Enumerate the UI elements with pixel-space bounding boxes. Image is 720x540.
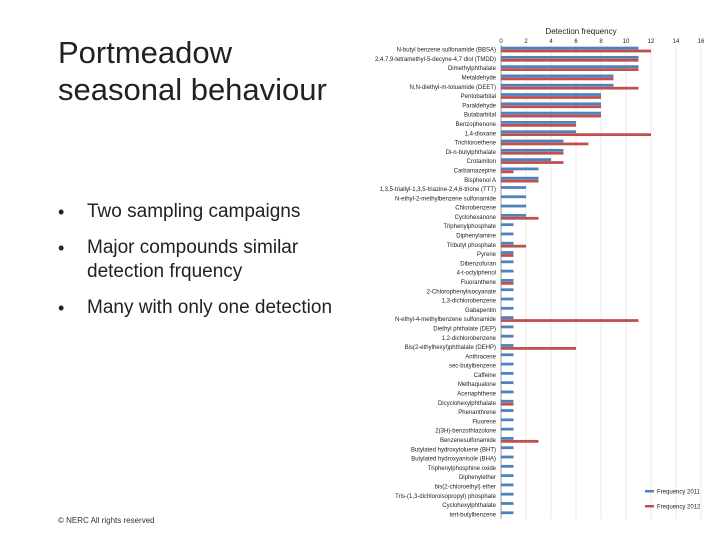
category-label: 1,2-dichlorobenzene	[441, 335, 496, 342]
category-label: Triphenylphosphine oxide	[427, 465, 496, 472]
bar-2011	[501, 391, 514, 394]
category-label: Diphenylether	[458, 475, 496, 482]
category-label: Bisphenol A	[464, 177, 496, 184]
bar-2011	[501, 65, 639, 68]
category-label: Butabarbital	[463, 112, 496, 119]
bar-2011	[501, 158, 551, 161]
category-label: Butylated hydroxyanisole (BHA)	[411, 456, 496, 463]
category-label: Methaqualone	[457, 382, 496, 389]
category-label: Dicyclohexylphthalate	[437, 400, 496, 407]
category-label: Di-n-butylphthalate	[445, 149, 496, 156]
bar-2011	[501, 130, 576, 133]
bar-2012	[501, 50, 651, 53]
bar-2011	[501, 363, 514, 366]
bar-2012	[501, 347, 576, 350]
x-tick-label: 14	[672, 39, 680, 45]
x-tick-label: 16	[697, 39, 705, 45]
x-tick-label: 0	[499, 39, 503, 45]
bar-2011	[501, 456, 514, 459]
category-label: 4-t-octylphenol	[456, 270, 496, 277]
bar-2012	[501, 217, 539, 220]
bar-2011	[501, 325, 514, 328]
x-axis-ticks	[499, 39, 705, 45]
category-label: N-ethyl-2-methylbenzene sulfonamide	[394, 196, 496, 203]
x-tick-label: 2	[524, 39, 528, 45]
bar-2011	[501, 307, 514, 310]
category-label: Diethyl phthalate (DEP)	[433, 326, 496, 333]
bar-2011	[501, 288, 514, 291]
bullet-dot-icon: •	[58, 298, 65, 318]
category-label: Metaldehyde	[461, 75, 496, 82]
bar-2011	[501, 381, 514, 384]
category-label: Dimethylphthalate	[447, 66, 496, 73]
bar-2011	[501, 84, 614, 87]
bar-2012	[501, 96, 601, 99]
bar-2011	[501, 167, 539, 170]
category-label: Benzenesulfonamide	[439, 438, 496, 444]
category-labels	[375, 48, 497, 519]
bar-2011	[501, 418, 514, 421]
bullet-item	[58, 236, 348, 284]
category-label: 2(3H)-benzothiazolone	[435, 428, 496, 435]
bullet-text: Two sampling campaigns	[87, 201, 301, 222]
bar-2012	[501, 440, 539, 443]
detection-frequency-chart	[340, 18, 712, 524]
category-label: Dibenzofuran	[460, 261, 496, 268]
category-label: N-ethyl-4-methylbenzene sulfonamide	[394, 317, 496, 324]
bar-2011	[501, 270, 514, 273]
bar-2012	[501, 59, 639, 62]
category-label: N-butyl benzene sulfonamide (BBSA)	[396, 47, 496, 54]
category-label: Caffeine	[473, 372, 496, 379]
category-label: Tris-(1,3-dichloroisopropyl) phosphate	[395, 493, 496, 500]
bar-2011	[501, 121, 576, 124]
bar-2011	[501, 112, 601, 115]
bar-2012	[501, 133, 651, 136]
bar-2011	[501, 335, 514, 338]
bar-2012	[501, 319, 639, 322]
legend-swatch	[645, 490, 654, 493]
bullet-text: Many with only one detection	[87, 297, 333, 318]
chart-legend	[645, 490, 701, 511]
category-label: Phenanthrene	[458, 410, 496, 417]
x-tick-label: 12	[647, 39, 655, 45]
copyright-notice: © NERC All rights reserved	[58, 516, 155, 525]
bar-2012	[501, 77, 614, 80]
category-label: Cyclohexanone	[454, 214, 496, 221]
category-label: bis(2-chloroethyl) ether	[434, 484, 496, 491]
bar-2011	[501, 233, 514, 236]
bullet-item	[58, 296, 348, 320]
bar-2011	[501, 102, 601, 105]
bar-2011	[501, 316, 514, 319]
category-label: Cyclohexylphthalate	[442, 503, 496, 510]
category-label: 1,3,5-triallyl-1,3,5-triazine-2,4,6-trione (TTT)	[379, 187, 496, 194]
bar-2011	[501, 298, 514, 301]
bar-2011	[501, 474, 514, 477]
bar-2011	[501, 223, 514, 226]
bar-2011	[501, 251, 514, 254]
category-label: 1,4-dioxane	[464, 131, 496, 138]
category-label: Crotamiton	[466, 159, 496, 166]
chart-title: Detection frequency	[545, 27, 617, 36]
bar-2011	[501, 75, 614, 78]
bar-2011	[501, 409, 514, 412]
bar-2011	[501, 502, 514, 505]
bar-2012	[501, 68, 639, 71]
category-label: Triphenylphosphate	[443, 224, 496, 231]
bar-2012	[501, 254, 514, 257]
bar-2011	[501, 260, 514, 263]
bar-2011	[501, 140, 564, 143]
bar-2011	[501, 511, 514, 514]
bar-2011	[501, 353, 514, 356]
category-label: Chlorobenzene	[455, 205, 496, 212]
x-tick-label: 4	[549, 39, 553, 45]
bar-2011	[501, 428, 514, 431]
category-label: Acenaphthene	[457, 391, 496, 398]
bar-2011	[501, 446, 514, 449]
bar-2011	[501, 93, 601, 96]
category-label: Fluorene	[472, 419, 496, 426]
bullet-item	[58, 200, 348, 224]
bar-2012	[501, 143, 589, 146]
bar-2012	[501, 161, 564, 164]
bar-2012	[501, 87, 639, 90]
category-label: tert-butylbenzene	[449, 512, 496, 519]
slide-title: Portmeadow seasonal behaviour	[58, 35, 327, 107]
bar-2011	[501, 47, 639, 50]
bar-2011	[501, 437, 514, 440]
bar-2012	[501, 124, 576, 127]
bar-2011	[501, 483, 514, 486]
x-tick-label: 8	[599, 39, 603, 45]
x-tick-label: 10	[622, 39, 630, 45]
bar-2011	[501, 56, 639, 59]
category-label: Diphenylamine	[456, 233, 496, 240]
category-label: Tributyl phosphate	[446, 242, 496, 249]
bar-2012	[501, 115, 601, 118]
bar-2012	[501, 403, 514, 406]
legend-label: Frequency 2012	[657, 504, 701, 511]
bar-2011	[501, 400, 514, 403]
category-label: Trichloroethene	[454, 140, 496, 147]
bar-2012	[501, 180, 539, 183]
bar-2012	[501, 282, 514, 285]
x-tick-label: 6	[574, 39, 578, 45]
category-label: Pyrene	[476, 252, 496, 259]
bar-2011	[501, 279, 514, 282]
category-label: Benzophenone	[455, 122, 496, 128]
bar-2011	[501, 372, 514, 375]
bar-2011	[501, 186, 526, 189]
category-label: Gabapentin	[464, 307, 496, 314]
bullet-dot-icon: •	[58, 238, 65, 258]
bar-2011	[501, 149, 564, 152]
bar-2012	[501, 170, 514, 173]
bar-2011	[501, 465, 514, 468]
bar-2011	[501, 214, 526, 217]
bar-2012	[501, 152, 564, 155]
bar-2011	[501, 242, 514, 245]
legend-label: Frequency 2011	[657, 489, 700, 496]
category-label: Fluoranthene	[460, 280, 496, 286]
legend-swatch	[645, 505, 654, 508]
category-label: Butylated hydroxytoluene (BHT)	[410, 447, 496, 454]
category-label: sec-butylbenzene	[448, 363, 496, 370]
category-label: Anthracene	[465, 354, 496, 361]
category-label: 1,3-dichlorobenzene	[441, 298, 496, 305]
bullet-dot-icon: •	[58, 202, 65, 222]
bar-2011	[501, 177, 539, 180]
bar-2011	[501, 344, 514, 347]
category-label: N,N-diethyl-m-toluamide (DEET)	[409, 84, 496, 91]
category-label: Paraldehyde	[462, 103, 496, 110]
category-label: Carbamazepine	[453, 168, 496, 175]
bar-2012	[501, 105, 601, 108]
category-label: 2-Chlorophenylisocyanate	[426, 289, 496, 296]
bar-2011	[501, 195, 526, 198]
bar-2011	[501, 493, 514, 496]
bar-2011	[501, 205, 526, 208]
bar-2012	[501, 245, 526, 248]
bullet-list	[58, 200, 348, 332]
category-label: 2,4,7,9-tetramethyl-5-decyne-4,7 diol (TMDD)	[374, 56, 496, 63]
bullet-text: Major compounds similar detection frquency	[87, 237, 299, 282]
category-label: Bis(2-ethylhexyl)phthalate (DEHP)	[404, 345, 496, 352]
category-label: Pentobarbital	[460, 94, 496, 101]
